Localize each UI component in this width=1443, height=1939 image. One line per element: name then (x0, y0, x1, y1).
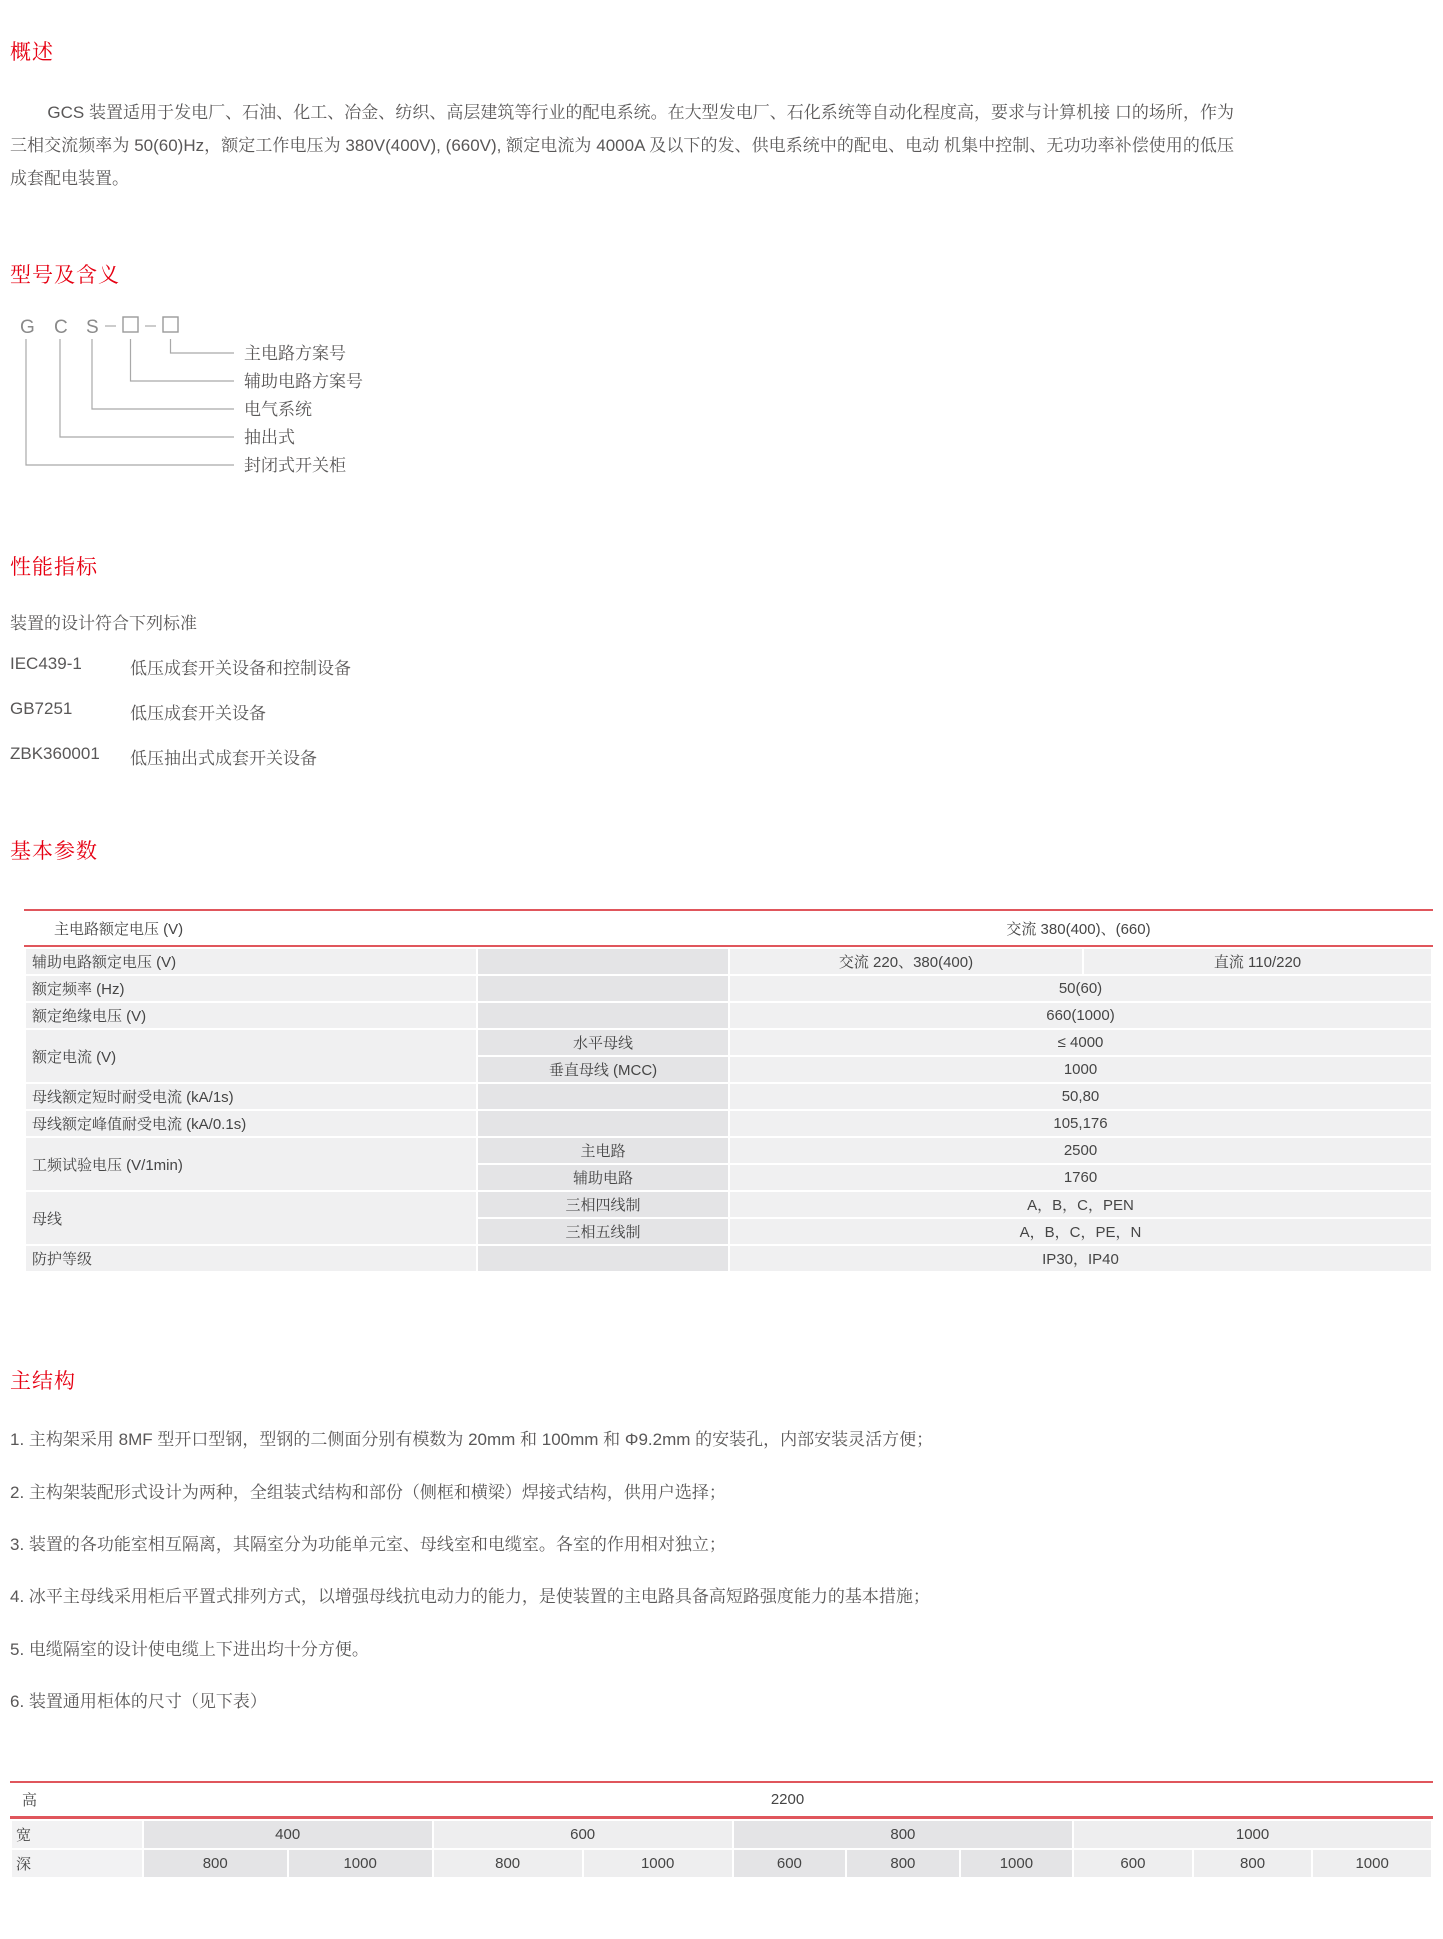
structure-list-item: 2. 主构架装配形式设计为两种，全组装式结构和部份（侧框和横梁）焊接式结构，供用户选择； (10, 1482, 726, 1502)
standard-row (10, 744, 1433, 769)
width-group: 800 (734, 1821, 1073, 1848)
param-subcell-empty (478, 1246, 728, 1271)
performance-section (10, 551, 1433, 769)
standard-code: IEC439-1 (10, 654, 82, 674)
param-label: 母线 (26, 1192, 476, 1244)
table-row-short-time-current (26, 1084, 1431, 1109)
param-label: 主电路额定电压 (V) (54, 920, 184, 938)
param-value: 660(1000) (730, 1003, 1431, 1028)
param-label: 额定频率 (Hz) (26, 976, 476, 1001)
overview-section (10, 36, 1433, 195)
depth-value: 600 (1074, 1850, 1192, 1877)
param-sublabel: 辅助电路 (478, 1165, 728, 1190)
standard-row (10, 654, 1433, 679)
depth-value: 1000 (289, 1850, 432, 1877)
structure-list-item: 3. 装置的各功能室相互隔离，其隔室分为功能单元室、母线室和电缆室。各室的作用相对独立； (10, 1535, 726, 1555)
param-value: A，B，C，PEN (730, 1192, 1431, 1217)
param-sublabel: 垂直母线 (MCC) (478, 1057, 728, 1082)
overview-title: 概述 (10, 41, 54, 64)
table-row-height (10, 1783, 1433, 1816)
table-row-main-voltage (24, 911, 1433, 945)
standard-code: GB7251 (10, 699, 73, 719)
param-value: 1760 (730, 1165, 1431, 1190)
param-value: 交流 380(400)、(660) (1006, 920, 1151, 938)
model-code-letters (20, 317, 178, 338)
diagram-labels (244, 344, 363, 475)
diagram-label: 主电路方案号 (244, 344, 346, 364)
diagram-label: 辅助电路方案号 (244, 372, 363, 392)
table-row-frequency (26, 976, 1431, 1001)
structure-list-item: 5. 电缆隔室的设计使电缆上下进出均十分方便。 (10, 1639, 369, 1659)
depth-value: 600 (734, 1850, 846, 1877)
param-value: 2500 (730, 1138, 1431, 1163)
standard-row (10, 699, 1433, 724)
depth-value: 800 (847, 1850, 959, 1877)
param-value: IP30，IP40 (730, 1246, 1431, 1271)
table-row-busbar (26, 1192, 1431, 1217)
param-label: 防护等级 (26, 1246, 476, 1271)
param-sublabel: 三相四线制 (478, 1192, 728, 1217)
param-subcell-empty (478, 1111, 728, 1136)
standard-description: 低压抽出式成套开关设备 (130, 749, 317, 769)
param-label: 辅助电路额定电压 (V) (26, 949, 476, 974)
basic-parameters-title: 基本参数 (10, 840, 98, 864)
standards-intro: 装置的设计符合下列标准 (10, 614, 197, 634)
param-value: 50(60) (730, 976, 1431, 1001)
table-row-protection (26, 1246, 1431, 1271)
model-title: 型号及含义 (10, 264, 120, 288)
standard-code: ZBK360001 (10, 744, 100, 764)
model-structure-diagram (12, 315, 572, 493)
diagram-lines (26, 339, 234, 465)
dimension-label: 高 (22, 1792, 38, 1810)
depth-value: 800 (1194, 1850, 1312, 1877)
param-value: 50,80 (730, 1084, 1431, 1109)
standard-description: 低压成套开关设备 (130, 704, 266, 724)
param-subcell-empty (478, 976, 728, 1001)
param-label: 母线额定峰值耐受电流 (kA/0.1s) (26, 1111, 476, 1136)
placeholder-box-icon (163, 317, 178, 332)
param-sublabel: 主电路 (478, 1138, 728, 1163)
main-structure-title: 主结构 (10, 1370, 76, 1394)
width-group: 400 (144, 1821, 432, 1848)
param-value: 直流 110/220 (1084, 949, 1431, 974)
param-sublabel: 三相五线制 (478, 1219, 728, 1244)
dimension-label: 深 (12, 1850, 142, 1877)
main-structure-section (10, 1365, 1433, 1715)
basic-parameters-table (24, 909, 1433, 1273)
standard-description: 低压成套开关设备和控制设备 (130, 659, 351, 679)
dimension-value: 2200 (770, 1791, 805, 1809)
width-group: 1000 (1074, 1821, 1431, 1848)
depth-value: 800 (144, 1850, 287, 1877)
overview-paragraph: GCS 装置适用于发电厂、石油、化工、冶金、纺织、高层建筑等行业的配电系统。在大型发电厂、石化系统等自动化程度高，要求与计算机接 口的场所，作为三相交流频率为 50(60)Hz，额定工作电压为 380V(400V), (660V), 额定电流为 4000A 及以下的发、供电系统中的配电、电动 机集中控制、无功功率补偿使用的低压成套配电装置。 (10, 103, 1234, 189)
param-label: 额定电流 (V) (26, 1030, 476, 1082)
structure-list-item: 4. 冰平主母线采用柜后平置式排列方式，以增强母线抗电动力的能力，是使装置的主电路具备高短路强度能力的基本措施； (10, 1587, 930, 1607)
width-group: 600 (434, 1821, 732, 1848)
diagram-label: 封闭式开关柜 (244, 456, 346, 476)
param-value: ≤ 4000 (730, 1030, 1431, 1055)
model-letter-s: S (86, 317, 99, 339)
dimension-label: 宽 (12, 1821, 142, 1848)
table-row-power-freq-test (26, 1138, 1431, 1163)
performance-title: 性能指标 (10, 556, 98, 580)
placeholder-box-icon (123, 317, 138, 332)
param-sublabel: 水平母线 (478, 1030, 728, 1055)
param-label: 工频试验电压 (V/1min) (26, 1138, 476, 1190)
basic-parameters-section (10, 835, 1433, 1273)
model-letter-c: C (54, 317, 68, 339)
depth-value: 800 (434, 1850, 582, 1877)
structure-list-item: 6. 装置通用柜体的尺寸（见下表） (10, 1692, 267, 1712)
param-value: A，B，C，PE，N (730, 1219, 1431, 1244)
param-value: 1000 (730, 1057, 1431, 1082)
model-section (10, 259, 1433, 493)
param-subcell-empty (478, 1003, 728, 1028)
depth-value: 1000 (961, 1850, 1073, 1877)
param-value: 交流 220、380(400) (730, 949, 1082, 974)
table-row-insulation (26, 1003, 1431, 1028)
diagram-label: 抽出式 (244, 428, 295, 448)
depth-value: 1000 (1313, 1850, 1431, 1877)
depth-value: 1000 (584, 1850, 732, 1877)
table-row-rated-current (26, 1030, 1431, 1055)
model-letter-g: G (20, 317, 35, 339)
table-row-depth (12, 1850, 1431, 1877)
param-value: 105,176 (730, 1111, 1431, 1136)
param-label: 额定绝缘电压 (V) (26, 1003, 476, 1028)
cabinet-dimensions-table (10, 1781, 1433, 1879)
diagram-label: 电气系统 (244, 400, 312, 420)
table-row-aux-voltage (26, 949, 1431, 974)
structure-list-item: 1. 主构架采用 8MF 型开口型钢，型钢的二侧面分别有模数为 20mm 和 100mm 和 Φ9.2mm 的安装孔，内部安装灵活方便； (10, 1430, 934, 1450)
table-row-peak-current (26, 1111, 1431, 1136)
param-label: 母线额定短时耐受电流 (kA/1s) (26, 1084, 476, 1109)
param-subcell-empty (478, 1084, 728, 1109)
param-subcell-empty (478, 949, 728, 974)
table-row-width (12, 1821, 1431, 1848)
